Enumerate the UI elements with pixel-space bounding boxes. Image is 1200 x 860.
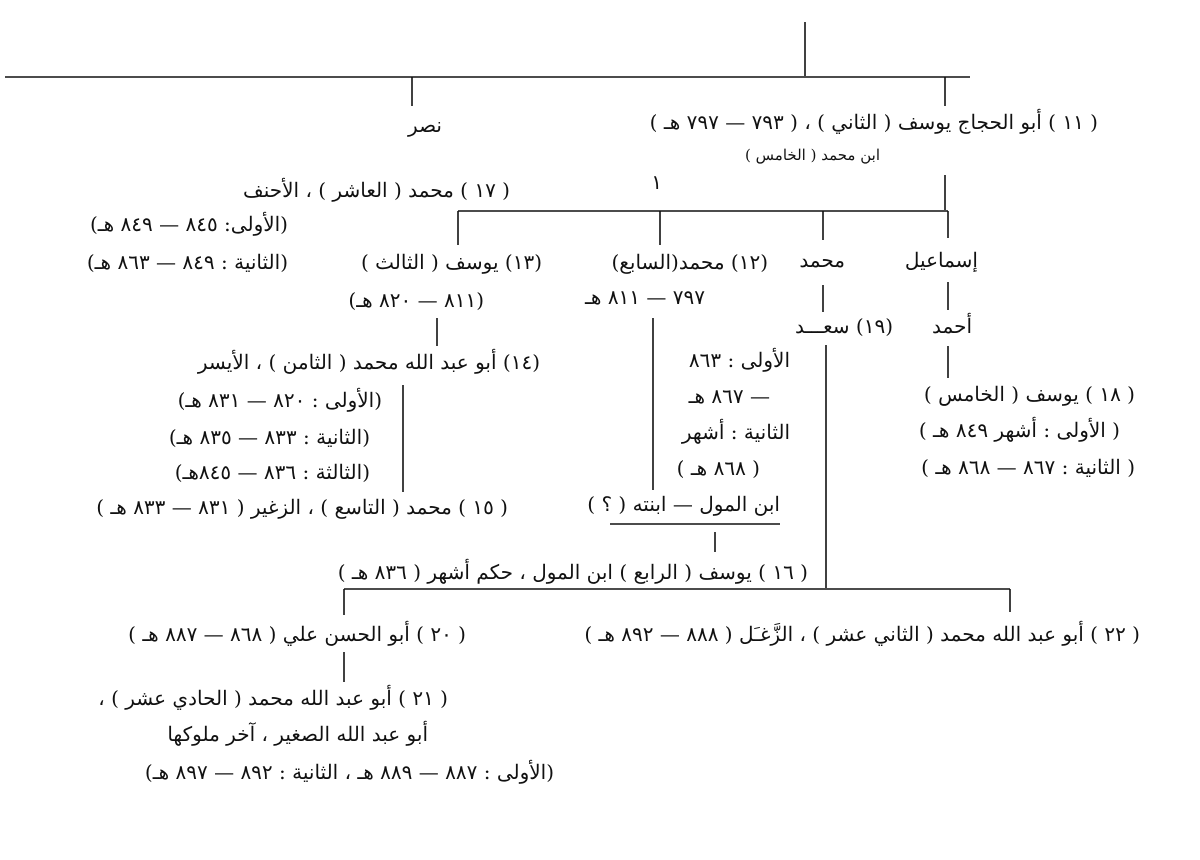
- node-13-reign: (٨١١ — ٨٢٠ هـ): [348, 288, 484, 312]
- node-20-abu-al-hasan-ali: ( ٢٠ ) أبو الحسن علي ( ٨٦٨ — ٨٨٧ هـ ): [128, 622, 466, 646]
- node-21-alias: أبو عبد الله الصغير ، آخر ملوكها: [167, 722, 428, 746]
- node-21-abu-abdallah-muhammad-xi: ( ٢١ ) أبو عبد الله محمد ( الحادي عشر ) ،: [98, 686, 448, 710]
- node-11-parent-note: ابن محمد ( الخامس ): [745, 146, 880, 164]
- node-18-reign-2: ( الثانية : ٨٦٧ — ٨٦٨ هـ ): [921, 455, 1135, 479]
- node-16-yusuf-iv: ( ١٦ ) يوسف ( الرابع ) ابن المول ، حكم أشهر ( ٨٣٦ هـ ): [337, 560, 808, 584]
- node-12-reign: ٧٩٧ — ٨١١ هـ: [585, 285, 705, 309]
- node-ibn-al-mawl-daughter: ابن المول — ابنته ( ؟ ): [587, 492, 780, 516]
- node-19-reign-1-end: — ٨٦٧ هـ: [688, 384, 770, 408]
- node-22-abu-abdallah-muhammad-xii: ( ٢٢ ) أبو عبد الله محمد ( الثاني عشر ) ، الزَّغـَل ( ٨٨٨ — ٨٩٢ هـ ): [584, 622, 1140, 646]
- node-nasr: نصر: [408, 113, 442, 137]
- generation-mark: ١: [651, 170, 662, 194]
- node-12-muhammad-vii: (١٢) محمد(السابع): [611, 250, 768, 274]
- node-19-reign-2-year: ( ٨٦٨ هـ ): [676, 456, 760, 480]
- node-13-yusuf-iii: (١٣) يوسف ( الثالث ): [360, 250, 542, 274]
- node-19-sad: (١٩) سعـــد: [795, 314, 893, 338]
- node-17-reign-2: (الثانية : ٨٤٩ — ٨٦٣ هـ): [86, 250, 288, 274]
- node-15-muhammad-ix: ( ١٥ ) محمد ( التاسع ) ، الزغير ( ٨٣١ — ٨٣٣ هـ ): [96, 495, 508, 519]
- node-19-reign-1: الأولى : ٨٦٣: [688, 348, 790, 372]
- node-ismail: إسماعيل: [904, 248, 978, 272]
- node-muhammad: محمد: [799, 248, 845, 272]
- node-14-reign-2: (الثانية : ٨٣٣ — ٨٣٥ هـ): [168, 425, 370, 449]
- node-21-reign: (الأولى : ٨٨٧ — ٨٨٩ هـ ، الثانية : ٨٩٢ — ٨٩٧ هـ): [144, 760, 554, 784]
- node-ahmad: أحمد: [932, 314, 972, 338]
- node-17-muhammad-x: ( ١٧ ) محمد ( العاشر ) ، الأحنف: [243, 178, 510, 202]
- node-14-abu-abdallah-muhammad-viii: (١٤) أبو عبد الله محمد ( الثامن ) ، الأيسر: [197, 350, 540, 374]
- node-11-abu-al-hajjaj-yusuf: ( ١١ ) أبو الحجاج يوسف ( الثاني ) ، ( ٧٩٣ — ٧٩٧ هـ ): [649, 110, 1098, 134]
- node-19-reign-2: الثانية : أشهر: [681, 420, 790, 444]
- node-14-reign-1: (الأولى : ٨٢٠ — ٨٣١ هـ): [177, 388, 382, 412]
- node-18-yusuf-v: ( ١٨ ) يوسف ( الخامس ): [923, 382, 1135, 406]
- node-18-reign-1: ( الأولى : أشهر ٨٤٩ هـ ): [918, 418, 1120, 442]
- node-17-reign-1: (الأولى: ٨٤٥ — ٨٤٩ هـ): [89, 212, 288, 236]
- node-14-reign-3: (الثالثة : ٨٣٦ — ٨٤٥هـ): [174, 460, 370, 484]
